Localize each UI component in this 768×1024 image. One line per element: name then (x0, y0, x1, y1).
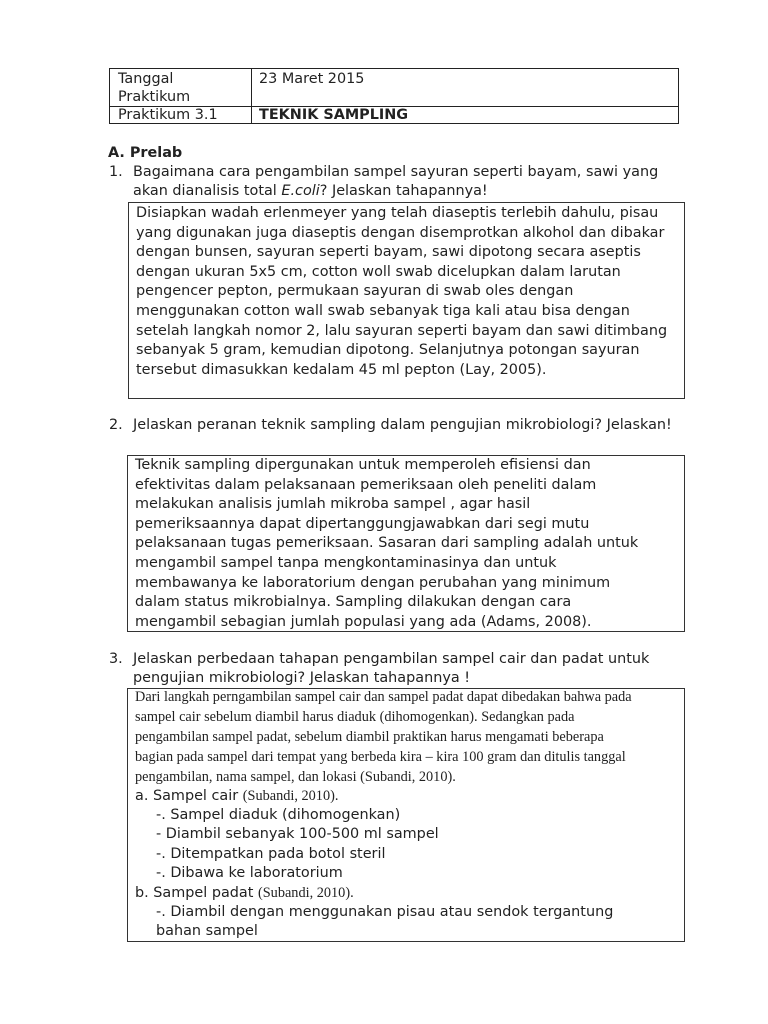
step-item: -. Dibawa ke laboratorium (156, 865, 343, 881)
section-heading: A. Prelab (108, 145, 183, 161)
date-label: Tanggal Praktikum (118, 71, 191, 105)
question-number: 1. (109, 164, 123, 180)
solid-sample-heading: b. Sampel padat (Subandi, 2010). (135, 885, 354, 901)
date-value: 23 Maret 2015 (259, 71, 365, 87)
question-text: Bagaimana cara pengambilan sampel sayuran seperti bayam, sawi yang akan dianalisis total E.coli? Jelaskan tahapannya! (133, 164, 659, 199)
answer-line: Dari langkah perngambilan sampel cair dan sampel padat dapat dibedakan bahwa pada (135, 689, 632, 705)
organism-name: E.coli (281, 183, 320, 199)
liquid-sample-heading: a. Sampel cair (Subandi, 2010). (135, 788, 339, 804)
answer-box-3 (127, 688, 685, 942)
answer-line: sampel cair sebelum diambil harus diaduk (dihomogenkan). Sedangkan pada (135, 709, 575, 725)
table-divider (251, 69, 252, 123)
answer-line: bagian pada sampel dari tempat yang berbeda kira – kira 100 gram dan ditulis tanggal (135, 749, 626, 765)
answer-text: Teknik sampling dipergunakan untuk memperoleh efisiensi dan efektivitas dalam pelaksanaan pemeriksaan oleh peneliti dalam melakukan analisis jumlah mikroba sampel , agar hasil pemeriksaannya dapat dipertanggungjawabkan dari segi mutu pelaksanaan tugas pemeriksaan. Sasaran dari sampling adalah untuk mengambil sampel tanpa mengkontaminasinya dan untuk membawanya ke laboratorium dengan perubahan yang minimum dalam status mikrobialnya. Sampling dilakukan dengan cara mengambil sebagian jumlah populasi yang ada (Adams, 2008). (135, 457, 639, 630)
question-text: Jelaskan perbedaan tahapan pengambilan sampel cair dan padat untuk pengujian mikrobiologi? Jelaskan tahapannya ! (133, 651, 650, 686)
answer-box-2 (127, 455, 685, 632)
header-table (109, 68, 679, 124)
answer-line: pengambilan, nama sampel, dan lokasi (Subandi, 2010). (135, 769, 456, 785)
step-item: -. Sampel diaduk (dihomogenkan) (156, 807, 401, 823)
question-number: 2. (109, 417, 123, 433)
step-item: - Diambil sebanyak 100-500 ml sampel (156, 826, 439, 842)
answer-line: pengambilan sampel padat, sebelum diambil praktikan harus mengamati beberapa (135, 729, 604, 745)
answer-text: Disiapkan wadah erlenmeyer yang telah diaseptis terlebih dahulu, pisau yang digunakan juga diaseptis dengan disemprotkan alkohol dan dibakar dengan bunsen, sayuran seperti bayam, sawi dipotong secara aseptis dengan ukuran 5x5 cm, cotton woll swab dicelupkan dalam larutan pengencer pepton, permukaan sayuran di swab oles dengan menggunakan cotton wall swab sebanyak tiga kali atau bisa dengan setelah langkah nomor 2, lalu sayuran seperti bayam dan sawi ditimbang sebanyak 5 gram, kemudian dipotong. Selanjutnya potongan sayuran tersebut dimasukkan kedalam 45 ml pepton (Lay, 2005). (136, 205, 668, 378)
step-item: bahan sampel (156, 923, 258, 939)
question-number: 3. (109, 651, 123, 667)
question-text: Jelaskan peranan teknik sampling dalam pengujian mikrobiologi? Jelaskan! (133, 417, 672, 433)
step-item: -. Diambil dengan menggunakan pisau atau sendok tergantung (156, 904, 614, 920)
citation: (Subandi, 2010). (257, 885, 354, 901)
answer-box-1 (128, 202, 685, 399)
citation: (Subandi, 2010). (242, 788, 339, 804)
practicum-title: TEKNIK SAMPLING (259, 107, 409, 123)
practicum-label: Praktikum 3.1 (118, 107, 218, 123)
step-item: -. Ditempatkan pada botol steril (156, 846, 386, 862)
